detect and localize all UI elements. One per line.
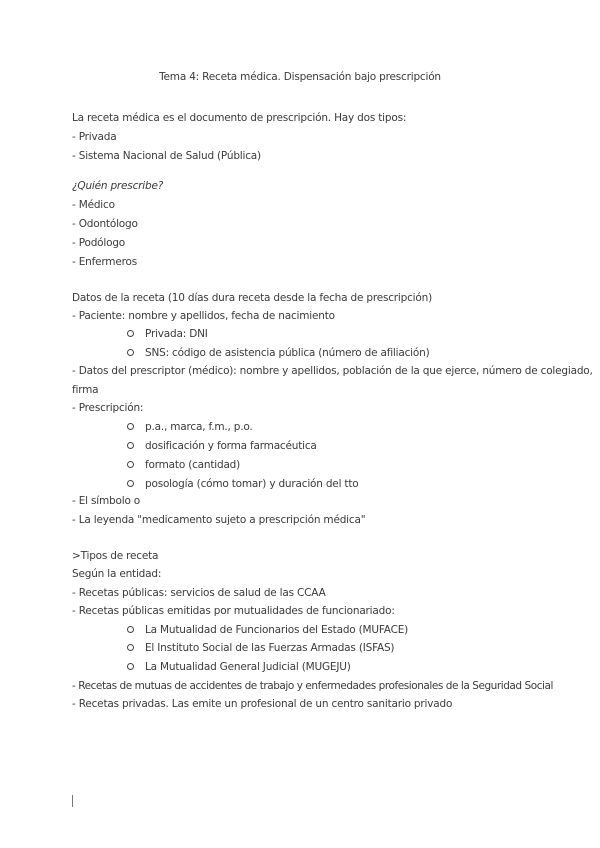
list-item: - El símbolo o bbox=[72, 495, 141, 507]
bullet-circle-icon bbox=[127, 461, 134, 468]
list-item-continuation: firma bbox=[72, 384, 99, 396]
paragraph: Según la entidad: bbox=[72, 568, 162, 580]
sub-list-item: Privada: DNI bbox=[127, 327, 208, 341]
list-item: - Datos del prescriptor (médico): nombre y apellidos, población de la que ejerce, número de colegiado, bbox=[72, 365, 593, 377]
list-item: - Recetas públicas emitidas por mutualidades de funcionariado: bbox=[72, 605, 395, 617]
section-heading-quien: ¿Quién prescribe? bbox=[72, 180, 164, 192]
list-item: - Odontólogo bbox=[72, 218, 138, 230]
list-item: - Paciente: nombre y apellidos, fecha de nacimiento bbox=[72, 310, 335, 322]
sub-list-item: SNS: código de asistencia pública (número de afiliación) bbox=[127, 346, 429, 360]
bullet-circle-icon bbox=[127, 330, 134, 337]
sub-list-item: formato (cantidad) bbox=[127, 458, 240, 472]
sub-list-item: dosificación y forma farmacéutica bbox=[127, 439, 317, 453]
bullet-circle-icon bbox=[127, 442, 134, 449]
bullet-circle-icon bbox=[127, 423, 134, 430]
text-cursor bbox=[72, 795, 73, 807]
sub-list-item: La Mutualidad de Funcionarios del Estado (MUFACE) bbox=[127, 623, 408, 637]
list-item: - Sistema Nacional de Salud (Pública) bbox=[72, 150, 261, 162]
list-item: - Podólogo bbox=[72, 237, 126, 249]
section-heading-datos: Datos de la receta (10 días dura receta desde la fecha de prescripción) bbox=[72, 292, 432, 304]
list-item: - Enfermeros bbox=[72, 256, 137, 268]
list-item: - La leyenda "medicamento sujeto a prescripción médica" bbox=[72, 514, 366, 526]
list-item: - Recetas de mutuas de accidentes de trabajo y enfermedades profesionales de la Seguridad Social bbox=[72, 680, 553, 692]
list-item: - Privada bbox=[72, 131, 117, 143]
bullet-circle-icon bbox=[127, 480, 134, 487]
bullet-circle-icon bbox=[127, 626, 134, 633]
sub-list-item: La Mutualidad General Judicial (MUGEJU) bbox=[127, 660, 351, 674]
list-item: - Recetas públicas: servicios de salud de las CCAA bbox=[72, 587, 326, 599]
sub-list-item: p.a., marca, f.m., p.o. bbox=[127, 420, 253, 434]
page-title: Tema 4: Receta médica. Dispensación bajo prescripción bbox=[159, 71, 441, 83]
section-heading-tipos: >Tipos de receta bbox=[72, 550, 159, 562]
sub-list-item: posología (cómo tomar) y duración del tto bbox=[127, 477, 359, 491]
list-item: - Médico bbox=[72, 199, 115, 211]
bullet-circle-icon bbox=[127, 644, 134, 651]
intro-text: La receta médica es el documento de prescripción. Hay dos tipos: bbox=[72, 112, 407, 124]
bullet-circle-icon bbox=[127, 349, 134, 356]
list-item: - Prescripción: bbox=[72, 402, 144, 414]
list-item: - Recetas privadas. Las emite un profesional de un centro sanitario privado bbox=[72, 698, 453, 710]
bullet-circle-icon bbox=[127, 663, 134, 670]
sub-list-item: El Instituto Social de las Fuerzas Armadas (ISFAS) bbox=[127, 641, 394, 655]
